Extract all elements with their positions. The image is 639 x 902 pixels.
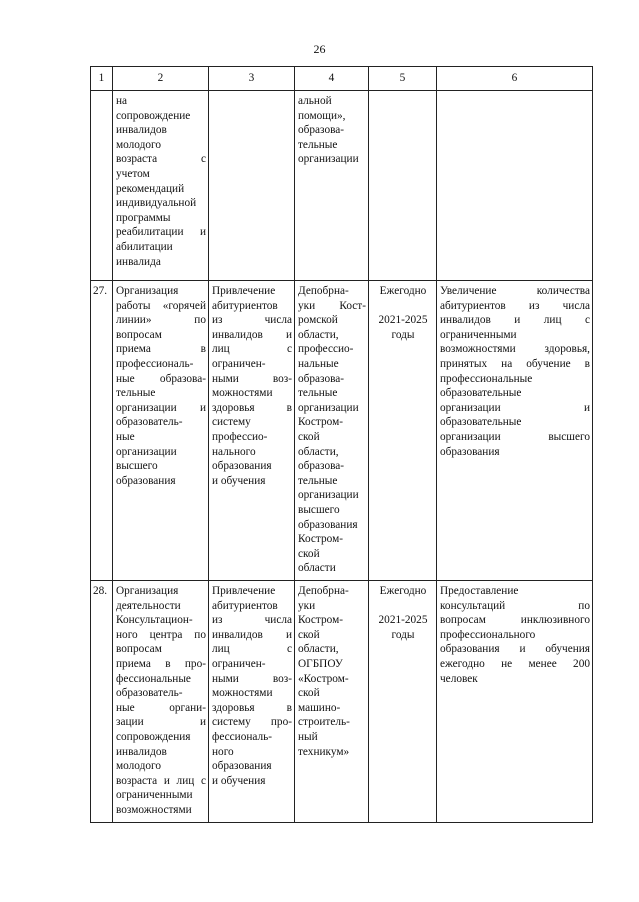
cell-line: Увеличение количества xyxy=(440,285,590,297)
cell-line: образования xyxy=(212,460,272,473)
cell-line: Ежегодно xyxy=(379,585,427,597)
cell-line: абилитации xyxy=(116,240,173,253)
cell-measure xyxy=(113,91,209,281)
cell-line: организации xyxy=(298,489,359,502)
cell-line: Привлечение xyxy=(212,285,276,297)
cell-line: можностями xyxy=(212,387,273,400)
cell-result xyxy=(437,581,593,823)
row-number: 27. xyxy=(91,281,113,581)
cell-line: и обучения xyxy=(212,774,266,787)
header-cell: 1 xyxy=(91,67,113,91)
cell-line: фессиональ- xyxy=(212,730,273,743)
cell-line: абитуриентов из числа xyxy=(440,299,590,312)
cell-result xyxy=(437,91,593,281)
cell-line: тельные xyxy=(116,387,156,400)
plan-table xyxy=(90,66,593,823)
cell-line: принятых на обучение в xyxy=(440,357,590,370)
cell-line: ные xyxy=(116,430,135,443)
cell-line: реабилитации и xyxy=(116,226,206,239)
cell-line: сопровождение xyxy=(116,109,191,122)
cell-line: возможностями здоровья, xyxy=(440,343,590,356)
table-header-row xyxy=(91,67,593,91)
cell-line: вопросам xyxy=(116,643,162,656)
header-cell: 3 xyxy=(209,67,295,91)
cell-goal xyxy=(209,281,295,581)
cell-line: приема в про- xyxy=(116,657,206,670)
cell-line: возраста и лиц с xyxy=(116,774,206,787)
cell-line: рекомендаций xyxy=(116,182,185,195)
cell-measure xyxy=(113,581,209,823)
cell-line: Предоставление xyxy=(440,585,519,597)
cell-line: вопросам инклюзивного xyxy=(440,614,590,627)
cell-period xyxy=(369,91,437,281)
cell-line: систему про- xyxy=(212,716,292,729)
cell-line: ные органи- xyxy=(116,701,206,714)
cell-executors xyxy=(295,91,369,281)
cell-line: систему xyxy=(212,416,251,429)
cell-line: техникум» xyxy=(298,745,350,758)
cell-line: инвалидов и лиц с xyxy=(440,314,590,327)
cell-line: высшего xyxy=(298,503,340,516)
table-row xyxy=(91,281,593,581)
cell-line: инвалидов xyxy=(116,124,167,137)
cell-line: на xyxy=(116,95,128,107)
cell-measure xyxy=(113,281,209,581)
cell-line: Костром- xyxy=(298,533,343,546)
cell-result xyxy=(437,281,593,581)
cell-line: организации и xyxy=(116,401,206,414)
cell-line: строитель- xyxy=(298,716,350,729)
cell-line: профессиональ- xyxy=(116,357,194,370)
cell-line: лиц с xyxy=(212,343,292,356)
cell-line: ный xyxy=(298,730,318,743)
cell-line: ской xyxy=(298,547,320,560)
cell-line: образования xyxy=(440,445,500,458)
cell-line: области xyxy=(298,562,336,575)
cell-line: учетом xyxy=(116,167,150,180)
cell-line: возраста с xyxy=(116,153,206,166)
cell-line: образова- xyxy=(298,124,345,137)
cell-executors xyxy=(295,581,369,823)
cell-line: образова- xyxy=(298,372,345,385)
cell-line: абитуриентов xyxy=(212,299,278,312)
cell-line: молодого xyxy=(116,138,162,151)
cell-line xyxy=(372,599,434,614)
cell-line: помощи», xyxy=(298,109,346,122)
cell-line: ного центра по xyxy=(116,628,206,641)
cell-line: возможностями xyxy=(116,803,192,816)
cell-line: профессиональные xyxy=(440,372,533,385)
cell-line: организации высшего xyxy=(440,430,590,443)
cell-line: человек xyxy=(440,672,478,685)
cell-line: ными воз- xyxy=(212,372,292,385)
cell-line: образователь- xyxy=(116,687,183,700)
cell-line: ограниченными xyxy=(116,789,193,802)
cell-line: ромской xyxy=(298,314,338,327)
cell-line: Депобрна- xyxy=(298,285,349,297)
cell-line: образования и обучения xyxy=(440,643,590,656)
cell-line: Консультацион- xyxy=(116,614,193,627)
cell-line: организации xyxy=(116,445,177,458)
cell-line: 2021-2025 xyxy=(378,614,428,627)
cell-line: образовательные xyxy=(440,387,522,400)
cell-line: инвалидов xyxy=(116,745,167,758)
cell-line: области, xyxy=(298,328,339,341)
cell-line: ограниченными xyxy=(440,328,517,341)
cell-line: нального xyxy=(212,445,256,458)
cell-line: здоровья в xyxy=(212,401,292,414)
header-cell: 5 xyxy=(369,67,437,91)
cell-line: инвалидов и xyxy=(212,628,292,641)
cell-line: работы «горячей xyxy=(116,299,206,312)
cell-line: образова- xyxy=(298,460,345,473)
cell-line: ограничен- xyxy=(212,657,266,670)
cell-line: фессиональные xyxy=(116,672,191,685)
table-row xyxy=(91,581,593,823)
cell-line: высшего xyxy=(116,460,158,473)
cell-line: организации xyxy=(298,401,359,414)
cell-line: молодого xyxy=(116,760,162,773)
cell-line: зации и xyxy=(116,716,206,729)
row-number: 28. xyxy=(91,581,113,823)
cell-line: тельные xyxy=(298,138,338,151)
cell-period xyxy=(369,281,437,581)
cell-line: здоровья в xyxy=(212,701,292,714)
cell-line: ные образова- xyxy=(116,372,206,385)
cell-line: организации xyxy=(298,153,359,166)
cell-line: Костром- xyxy=(298,416,343,429)
cell-line: профессионального xyxy=(440,628,536,641)
cell-line: и обучения xyxy=(212,474,266,487)
cell-line: ными воз- xyxy=(212,672,292,685)
cell-line: абитуриентов xyxy=(212,599,278,612)
cell-line: ской xyxy=(298,430,320,443)
cell-line: альной xyxy=(298,95,332,107)
cell-line: ежегодно не менее 200 xyxy=(440,657,590,670)
cell-line: образования xyxy=(116,474,176,487)
cell-line: образовательные xyxy=(440,416,522,429)
cell-line: Привлечение xyxy=(212,585,276,597)
cell-line: ограничен- xyxy=(212,357,266,370)
cell-line: ОГБПОУ xyxy=(298,657,343,670)
cell-line: линии» по xyxy=(116,314,206,327)
cell-line: деятельности xyxy=(116,599,181,612)
cell-line: области, xyxy=(298,643,339,656)
cell-line: тельные xyxy=(298,474,338,487)
header-cell: 2 xyxy=(113,67,209,91)
cell-line: годы xyxy=(391,328,415,341)
cell-period xyxy=(369,581,437,823)
cell-line: вопросам xyxy=(116,328,162,341)
cell-line: инвалидов и xyxy=(212,328,292,341)
cell-line: нальные xyxy=(298,357,339,370)
cell-executors xyxy=(295,281,369,581)
cell-line: Ежегодно xyxy=(379,285,427,297)
cell-line: уки xyxy=(298,599,316,612)
cell-line: ской xyxy=(298,687,320,700)
cell-goal xyxy=(209,91,295,281)
cell-line: из числа xyxy=(212,614,292,627)
cell-line: уки Кост- xyxy=(298,299,366,312)
cell-line: Костром- xyxy=(298,614,343,627)
page-number: 26 xyxy=(313,42,326,56)
cell-line: Депобрна- xyxy=(298,585,349,597)
cell-line: ской xyxy=(298,628,320,641)
cell-line: можностями xyxy=(212,687,273,700)
cell-line: приема в xyxy=(116,343,206,356)
cell-line: сопровождения xyxy=(116,730,191,743)
cell-line: организации и xyxy=(440,401,590,414)
cell-line: инвалида xyxy=(116,255,161,268)
cell-line: Организация xyxy=(116,285,179,297)
cell-line: годы xyxy=(391,628,415,641)
cell-line: программы xyxy=(116,211,171,224)
cell-line: Организация xyxy=(116,585,179,597)
cell-line: «Костром- xyxy=(298,672,349,685)
cell-line: из числа xyxy=(212,314,292,327)
cell-goal xyxy=(209,581,295,823)
cell-line: образования xyxy=(298,518,358,531)
cell-line: лиц с xyxy=(212,643,292,656)
cell-line: консультаций по xyxy=(440,599,590,612)
cell-line: 2021-2025 xyxy=(378,314,428,327)
row-number xyxy=(91,91,113,281)
cell-line: тельные xyxy=(298,387,338,400)
cell-line: области, xyxy=(298,445,339,458)
cell-line xyxy=(372,299,434,314)
cell-line: ного xyxy=(212,745,234,758)
cell-line: индивидуальной xyxy=(116,197,197,210)
cell-line: образователь- xyxy=(116,416,183,429)
header-cell: 4 xyxy=(295,67,369,91)
cell-line: профессио- xyxy=(298,343,354,356)
cell-line: машино- xyxy=(298,701,341,714)
table-row xyxy=(91,91,593,281)
header-cell: 6 xyxy=(437,67,593,91)
cell-line: образования xyxy=(212,760,272,773)
cell-line: профессио- xyxy=(212,430,268,443)
